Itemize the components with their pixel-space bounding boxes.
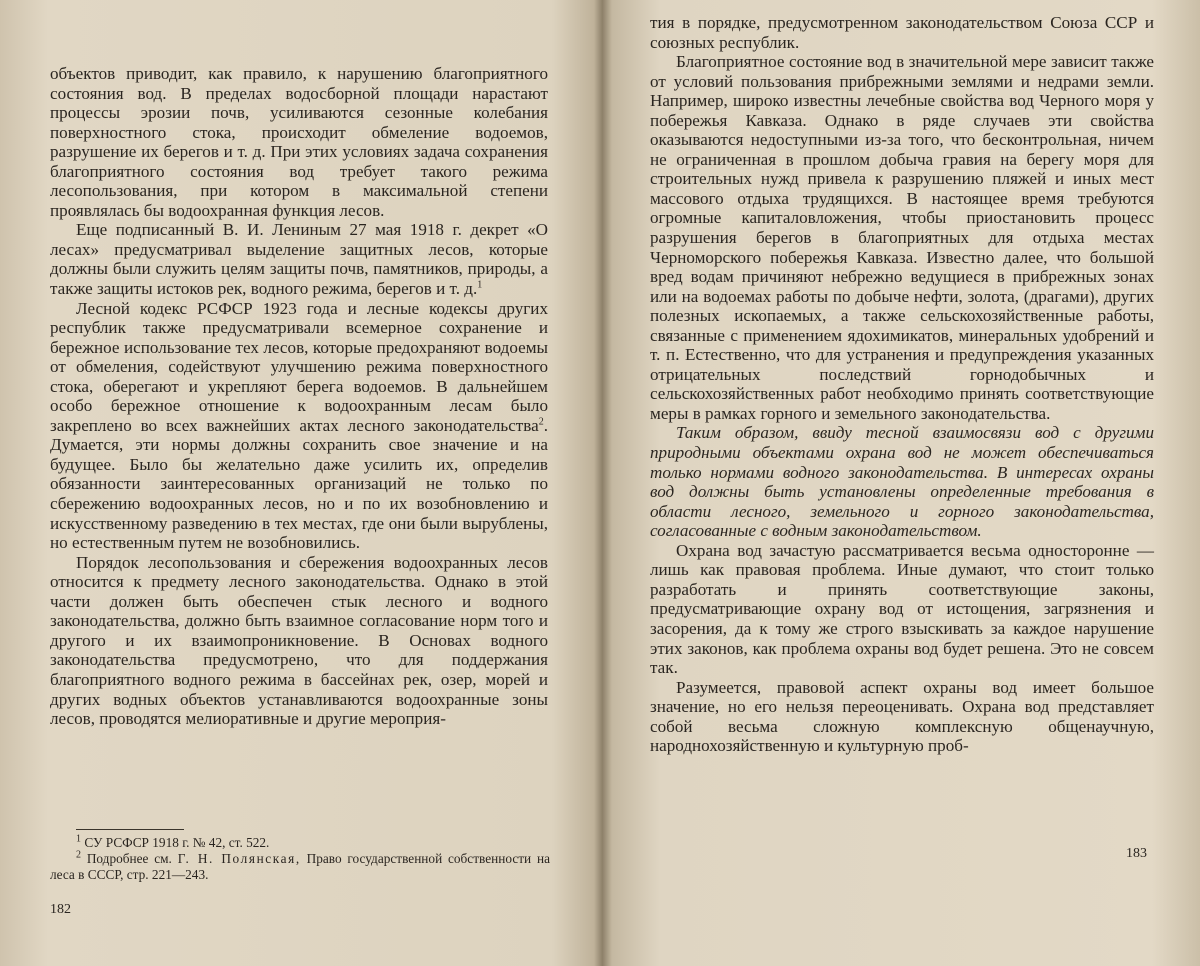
left-page-body xyxy=(50,64,548,729)
footnote-number: 1 xyxy=(76,833,81,845)
footnote xyxy=(50,851,550,883)
right-page xyxy=(602,0,1200,966)
footnote xyxy=(50,835,550,851)
page-number: 183 xyxy=(1126,846,1147,861)
footnote-text: Право государственной собственности на леса в СССР, стр. 221—243. xyxy=(50,851,550,883)
paragraph-text: . Думается, эти нормы должны сохранить свое значение и на будущее. Было бы желательно даже усилить их, определив обязанности заинтересованных организаций не только по сбережению водоохранных лесов, но и по их возобновлению и искусственному разведению в тех местах, где они были вырублены, но естественным путем не возобновились. xyxy=(50,415,548,553)
left-page xyxy=(0,0,598,966)
footnote-divider xyxy=(76,829,184,830)
right-page-body xyxy=(650,13,1154,756)
footnote-marker: 2 xyxy=(538,416,544,428)
paragraph: Благоприятное состояние вод в значительной мере зависит также от условий пользования прибрежными землями и недрами земли. Например, широко известны лечебные свойства вод Черного моря у побережья Кавказа. Однако в ряде случаев эти свойства оказываются недоступными из-за того, что бесконтрольная, ничем не ограниченная в прошлом добыча гравия на берегу моря для строительных нужд привела к разрушению пляжей и иных мест массового отдыха трудящихся. В настоящее время требуются огромные капиталовложения, чтобы приостановить процесс разрушения берегов в благоприятных для отдыха местах Черноморского побережья Кавказа. Известно далее, что большой вред водам причиняют небрежно ведущиеся в прибрежных зонах или на водоемах работы по добыче нефти, золота, (драгами), других полезных ископаемых, а также сельскохозяйственные работы, связанные с применением ядохимикатов, минеральных удобрений и т. п. Естественно, что для устранения и предупреждения указанных отрицательных последствий горнодобычных и сельскохозяйственных работ необходимо принять соответствующие меры в рамках горного и земельного законодательства. xyxy=(650,52,1154,423)
paragraph: Порядок лесопользования и сбережения водоохранных лесов относится к предмету лесного законодательства. Однако в этой части должен быть обеспечен стык лесного и водного законодательства, должно быть взаимное согласование норм того и другого и их взаимопроникновение. В Основах водного законодательства предусмотрено, что для поддержания благоприятного водного режима в бассейнах рек, озер, морей и других водных объектов устанавливаются водоохранные зоны лесов, проводятся мелиоративные и другие мероприя- xyxy=(50,552,548,729)
paragraph: Разумеется, правовой аспект охраны вод имеет большое значение, но его нельзя переоценивать. Охрана вод представляет собой весьма сложную комплексную общенаучную, народнохозяйственную и культурную проб- xyxy=(650,677,1154,756)
paragraph xyxy=(50,220,548,298)
paragraph: объектов приводит, как правило, к нарушению благоприятного состояния вод. В пределах водосборной площади нарастают процессы эрозии почв, усиливаются сезонные колебания поверхностного стока, происходит обмеление водоемов, разрушение их берегов и т. д. При этих условиях задача сохранения благоприятного состояния вод требует такого режима лесопользования, при котором в максимальной степени проявлялась бы водоохранная функция лесов. xyxy=(50,64,548,220)
footnote-marker: 1 xyxy=(477,279,483,291)
paragraph: Охрана вод зачастую рассматривается весьма односторонне — лишь как правовая проблема. Иные думают, что стоит только разработать и принять соответствующие законы, предусматривающие охрану вод от истощения, загрязнения и засорения, да к тому же строго взыскивать за каждое нарушение этих законов, как проблема охраны вод будет решена. Это не совсем так. xyxy=(650,540,1154,678)
footnotes xyxy=(50,835,550,884)
footnote-author: Г. Н. Полянская, xyxy=(177,851,301,867)
italic-paragraph: Таким образом, ввиду тесной взаимосвязи вод с другими природными объектами охрана вод не может обеспечиваться только нормами водного законодательства. В интересах охраны вод должны быть установлены определенные требования в области лесного, земельного и горного законодательства, согласованные с водным законодательством. xyxy=(650,423,1154,541)
page-number: 182 xyxy=(50,902,71,917)
paragraph: тия в порядке, предусмотренном законодательством Союза ССР и союзных республик. xyxy=(650,13,1154,52)
footnote-text: СУ РСФСР 1918 г. № 42, ст. 522. xyxy=(84,835,270,850)
footnote-text: Подробнее см. xyxy=(86,851,172,867)
paragraph-text: Еще подписанный В. И. Лениным 27 мая 1918 г. декрет «О лесах» предусматривал выделение защитных лесов, которые должны были служить целям защиты почв, памятников, природы, а также защиты истоков рек, водного режима, берегов и т. д. xyxy=(50,220,548,299)
paragraph-text: Лесной кодекс РСФСР 1923 года и лесные кодексы других республик также предусматривали всемерное сохранение и бережное использование тех лесов, которые предохраняют водоемы от обмеления, содействуют улучшению режима поверхностного стока, оберегают и укрепляют берега водоемов. В дальнейшем особо бережное отношение к водоохранным лесам было закреплено во всех важнейших актах лесного законодательства xyxy=(50,298,548,435)
footnote-number: 2 xyxy=(76,849,81,861)
paragraph xyxy=(50,299,548,553)
